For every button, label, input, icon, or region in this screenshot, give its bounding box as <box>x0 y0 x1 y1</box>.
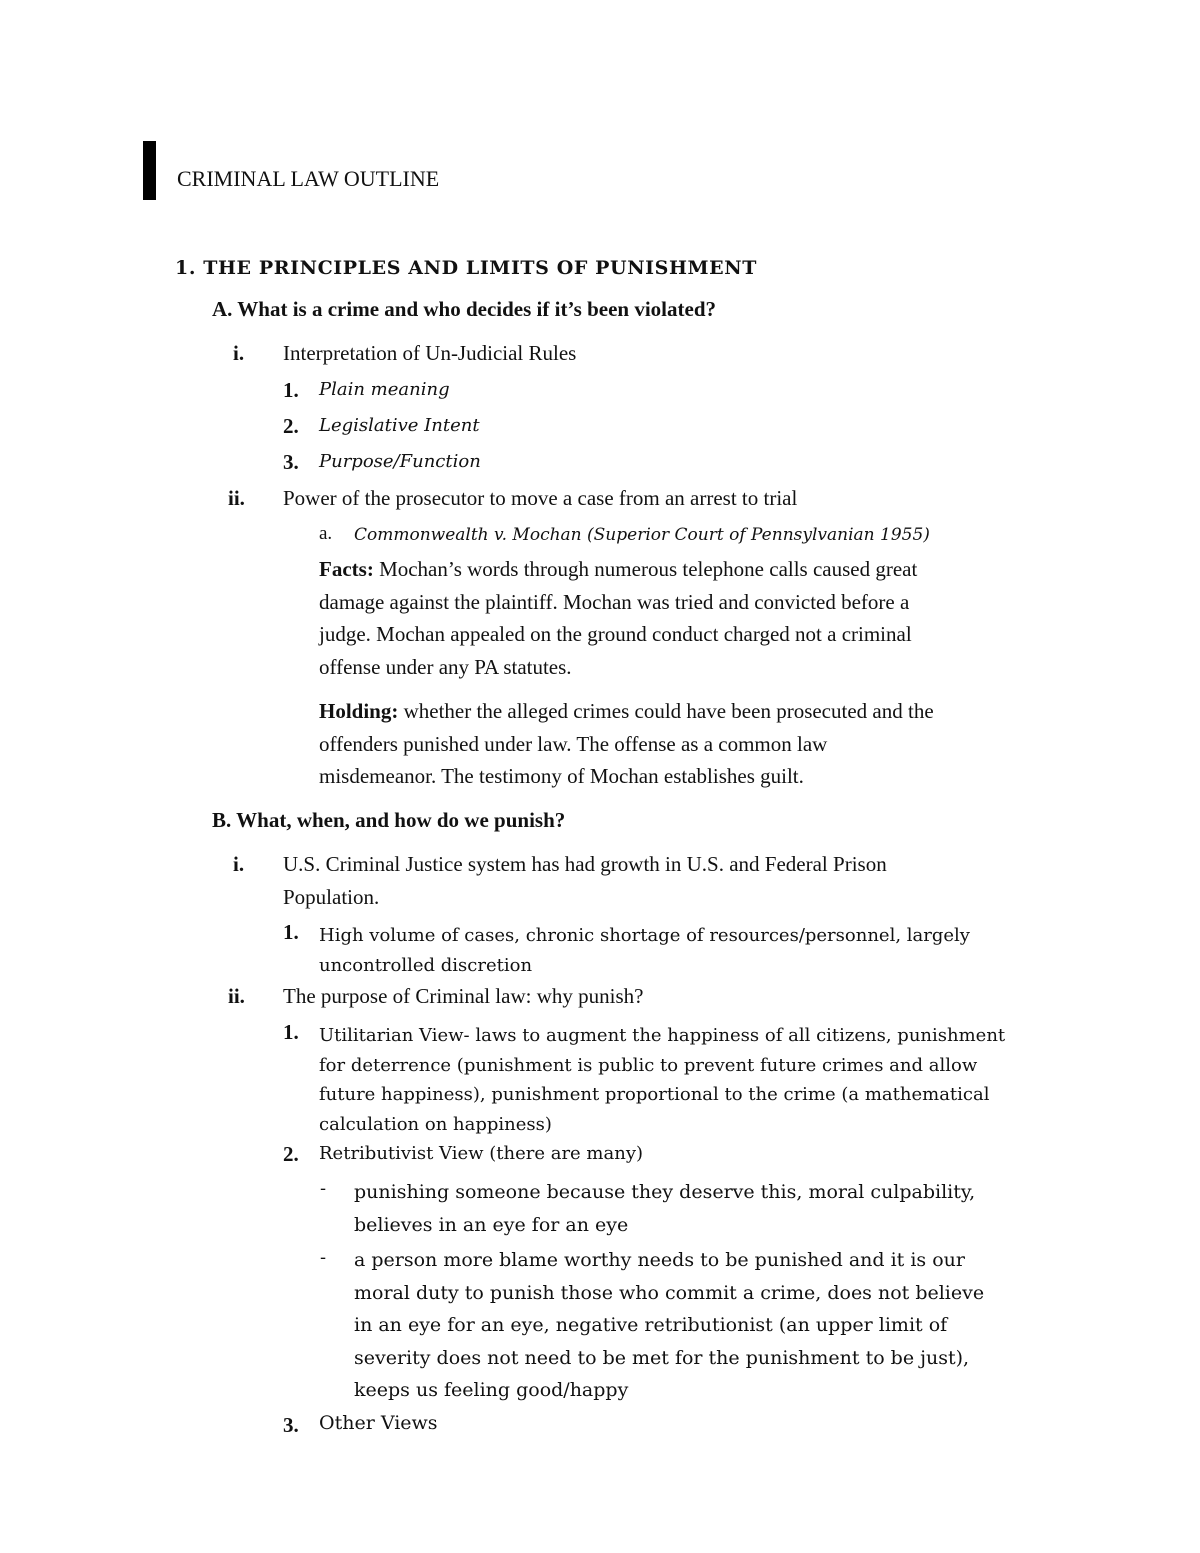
bullet-blame-worthy <box>354 1244 984 1407</box>
case-holding <box>319 695 1039 793</box>
subsection-a-title: What is a crime and who decides if it’s been violated? <box>237 297 717 321</box>
list-item-number: 1. <box>283 920 299 944</box>
holding-line: whether the alleged crimes could have been prosecuted and the <box>403 699 934 723</box>
item-a-i-text: Interpretation of Un-Judicial Rules <box>283 341 577 365</box>
item-b-i-text <box>283 848 1023 913</box>
case-facts <box>319 553 1039 683</box>
list-item-number: 1. <box>283 1020 299 1044</box>
text-line: calculation on happiness) <box>319 1113 552 1135</box>
item-a-ii-text: Power of the prosecutor to move a case from an arrest to trial <box>283 486 798 510</box>
list-item-high-volume <box>319 921 970 980</box>
subsection-b-letter: B. <box>212 808 232 832</box>
text-line: Utilitarian View- laws to augment the happiness of all citizens, punishment <box>319 1025 1006 1046</box>
case-name: Commonwealth v. Mochan (Superior Court of Pennsylvanian 1955) <box>354 525 930 545</box>
text-line: U.S. Criminal Justice system has had growth in U.S. and Federal Prison <box>283 852 887 876</box>
list-item-number: 2. <box>283 414 299 438</box>
item-b-i-marker: i. <box>233 852 245 876</box>
facts-label: Facts: <box>319 557 374 581</box>
text-line: a person more blame worthy needs to be punished and it is our <box>354 1249 965 1271</box>
holding-line: misdemeanor. The testimony of Mochan establishes guilt. <box>319 764 804 788</box>
list-item-purpose-function: Purpose/Function <box>319 451 481 472</box>
text-line: for deterrence (punishment is public to prevent future crimes and allow <box>319 1054 978 1076</box>
text-line: keeps us feeling good/happy <box>354 1379 629 1401</box>
document-title: CRIMINAL LAW OUTLINE <box>177 166 440 191</box>
item-a-i-marker: i. <box>233 341 245 365</box>
facts-line: judge. Mochan appealed on the ground conduct charged not a criminal <box>319 622 912 646</box>
text-line: High volume of cases, chronic shortage of resources/personnel, largely <box>319 925 970 946</box>
list-item-number: 2. <box>283 1142 299 1166</box>
list-item-number: 3. <box>283 450 299 474</box>
item-b-ii-text: The purpose of Criminal law: why punish? <box>283 984 644 1008</box>
text-line: uncontrolled discretion <box>319 954 533 976</box>
subsection-b-title: What, when, and how do we punish? <box>236 808 566 832</box>
text-line: punishing someone because they deserve this, moral culpability, <box>354 1181 976 1203</box>
case-letter: a. <box>319 523 333 544</box>
list-item-retributivist-view: Retributivist View (there are many) <box>319 1143 644 1164</box>
heading-bar-decoration <box>143 141 156 200</box>
bullet-deserve <box>354 1176 975 1241</box>
subsection-a-letter: A. <box>212 297 233 321</box>
item-a-ii-marker: ii. <box>228 486 245 510</box>
section-1-heading <box>175 257 757 279</box>
facts-line: damage against the plaintiff. Mochan was tried and convicted before a <box>319 589 910 614</box>
text-line: moral duty to punish those who commit a crime, does not believe <box>354 1281 985 1304</box>
text-line: in an eye for an eye, negative retributionist (an upper limit of <box>354 1314 948 1336</box>
subsection-a-heading <box>212 297 716 322</box>
holding-line: offenders punished under law. The offense as a common law <box>319 731 828 756</box>
section-1-number: 1. <box>175 257 197 279</box>
text-line: believes in an eye for an eye <box>354 1213 629 1236</box>
holding-label: Holding: <box>319 699 399 723</box>
bullet-dash: - <box>320 1247 327 1268</box>
list-item-number: 1. <box>283 378 299 402</box>
list-item-other-views: Other Views <box>319 1412 438 1434</box>
text-line: Population. <box>283 884 380 909</box>
bullet-dash: - <box>320 1178 327 1199</box>
text-line: severity does not need to be met for the punishment to be just), <box>354 1346 970 1369</box>
item-b-ii-marker: ii. <box>228 984 245 1008</box>
section-1-title: THE PRINCIPLES AND LIMITS OF PUNISHMENT <box>203 257 757 279</box>
facts-line: Mochan’s words through numerous telephone calls caused great <box>379 557 918 581</box>
facts-line: offense under any PA statutes. <box>319 654 572 679</box>
text-line: future happiness), punishment proportional to the crime (a mathematical <box>319 1084 990 1105</box>
list-item-number: 3. <box>283 1413 299 1437</box>
list-item-plain-meaning: Plain meaning <box>319 379 450 400</box>
list-item-legislative-intent: Legislative Intent <box>319 415 480 436</box>
list-item-utilitarian-view <box>319 1021 1005 1139</box>
subsection-b-heading <box>212 808 565 833</box>
